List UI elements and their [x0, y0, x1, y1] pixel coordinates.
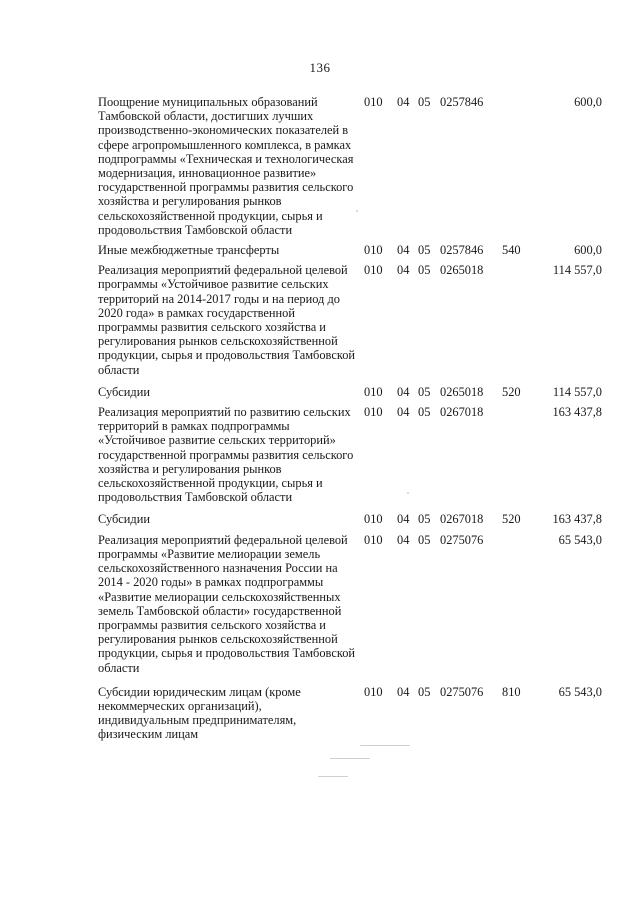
scan-speck — [360, 745, 410, 746]
table-row — [0, 685, 640, 742]
row-name: Реализация мероприятий федеральной целевой программы «Развитие мелиорации земель сельскохозяйственного назначения России на 2014 - 2020 годы» в рамках подпрограммы «Развитие мелиорации сельскохозяйственных земель Тамбовской области» государственной программы развития сельского хозяйства и регулирования рынков сельскохозяйственной продукции, сырья и продовольствия Тамбовской области — [98, 532, 356, 675]
row-name: Реализация мероприятий по развитию сельских территорий в рамках подпрограммы «Устойчивое развитие сельских территорий» государственной программы развития сельского хозяйства и регулирования рынков сельскохозяйственной продукции, сырья и продовольствия Тамбовской области — [98, 405, 354, 505]
page-number: 136 — [309, 60, 331, 75]
amount: 600,0 — [574, 243, 602, 258]
pr-code: 05 — [418, 243, 431, 258]
row-name: Субсидии юридическим лицам (кроме некоммерческих организаций), индивидуальным предпринимателям, физическим лицам — [98, 684, 301, 742]
amount: 114 557,0 — [552, 263, 602, 278]
amount: 163 437,8 — [552, 405, 602, 420]
csr-code: 0275076 — [440, 684, 484, 699]
pr-code: 05 — [418, 384, 431, 399]
vr-code: 540 — [502, 243, 521, 258]
amount: 163 437,8 — [552, 512, 602, 527]
vr-code: 810 — [502, 684, 521, 699]
glav-code: 010 — [364, 532, 383, 547]
amount: 65 543,0 — [558, 532, 602, 547]
glav-code: 010 — [364, 405, 383, 420]
glav-code: 010 — [364, 384, 383, 399]
amount: 600,0 — [574, 95, 602, 109]
rz-code: 04 — [397, 243, 410, 258]
scan-speck — [318, 776, 348, 777]
rz-code: 04 — [397, 532, 410, 547]
pr-code: 05 — [418, 684, 431, 699]
glav-code: 010 — [364, 684, 383, 699]
table-row — [0, 533, 640, 675]
csr-code: 0265018 — [440, 263, 484, 278]
row-name: Поощрение муниципальных образований Тамбовской области, достигших лучших производственно-экономических показателей в сфере агропромышленного комплекса, в рамках подпрограммы «Техническая и технологическая модернизация, инновационное развитие» государственной программы развития сельского хозяйства и регулирования рынков сельскохозяйственной продукции, сырья и продовольствия Тамбовской области — [98, 95, 354, 237]
scan-speck — [407, 492, 409, 494]
row-name: Иные межбюджетные трансферты — [98, 243, 280, 258]
csr-code: 0275076 — [440, 532, 484, 547]
table-row — [0, 405, 640, 504]
pr-code: 05 — [418, 405, 431, 420]
glav-code: 010 — [364, 512, 383, 527]
pr-code: 05 — [418, 512, 431, 527]
csr-code: 0267018 — [440, 405, 484, 420]
scan-speck — [330, 758, 370, 759]
glav-code: 010 — [364, 243, 383, 258]
glav-code: 010 — [364, 263, 383, 278]
rz-code: 04 — [397, 405, 410, 420]
csr-code: 0267018 — [440, 512, 484, 527]
row-name: Реализация мероприятий федеральной целевой программы «Устойчивое развитие сельских территорий на 2014-2017 годы и на период до 2020 года» в рамках государственной программы развития сельского хозяйства и регулирования рынков сельскохозяйственной продукции, сырья и продовольствия Тамбовской области — [98, 263, 356, 377]
table-row — [0, 243, 640, 257]
csr-code: 0257846 — [440, 95, 484, 109]
glav-code: 010 — [364, 95, 383, 109]
table-row — [0, 263, 640, 377]
rz-code: 04 — [397, 95, 410, 109]
scan-speck — [356, 210, 358, 212]
vr-code: 520 — [502, 512, 521, 527]
amount: 114 557,0 — [552, 384, 602, 399]
csr-code: 0265018 — [440, 384, 484, 399]
rz-code: 04 — [397, 384, 410, 399]
vr-code: 520 — [502, 384, 521, 399]
pr-code: 05 — [418, 532, 431, 547]
rz-code: 04 — [397, 684, 410, 699]
pr-code: 05 — [418, 263, 431, 278]
row-name: Субсидии — [98, 384, 150, 399]
amount: 65 543,0 — [558, 684, 602, 699]
pr-code: 05 — [418, 95, 431, 109]
table-row — [0, 95, 640, 237]
table-row — [0, 512, 640, 526]
rz-code: 04 — [397, 263, 410, 278]
row-name: Субсидии — [98, 512, 150, 527]
csr-code: 0257846 — [440, 243, 484, 258]
budget-table — [0, 95, 640, 745]
rz-code: 04 — [397, 512, 410, 527]
table-row — [0, 385, 640, 399]
